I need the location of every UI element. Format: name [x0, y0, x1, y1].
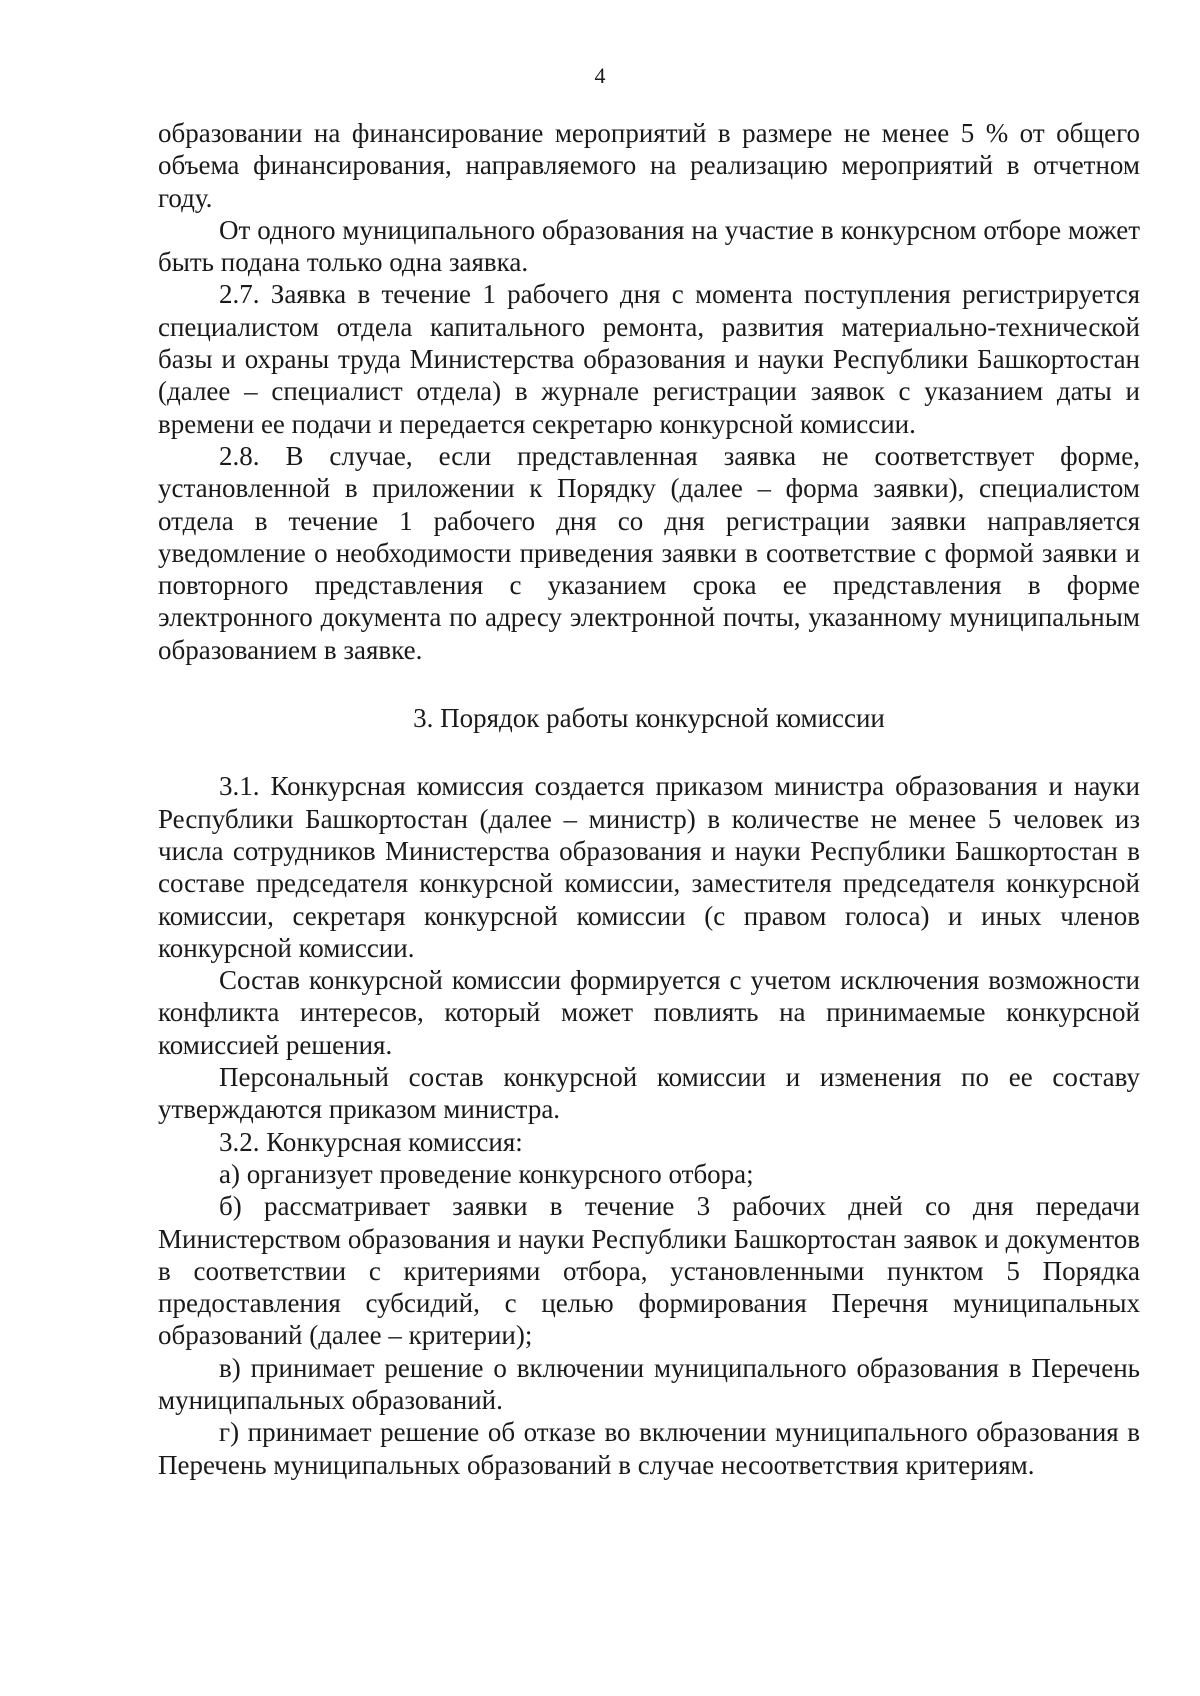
paragraph-2-8: 2.8. В случае, если представленная заявка не соответствует форме, установленной в приложении к Порядку (далее – форма заявки), специалистом отдела в течение 1 рабочего дня со дня регистрации заявки направляется уведомление о необходимости приведения заявки в соответствие с формой заявки и повторного представления с указанием срока ее представления в форме электронного документа по адресу электронной почты, указанному муниципальным образованием в заявке. — [158, 440, 1140, 665]
paragraph-continuation: образовании на финансирование мероприятий в размере не менее 5 % от общего объема финансирования, направляемого на реализацию мероприятий в отчетном году. — [158, 118, 1140, 213]
list-item-b: б) рассматривает заявки в течение 3 рабочих дней со дня передачи Министерством образования и науки Республики Башкортостан заявок и документов в соответствии с критериями отбора, установленными пунктом 5 Порядка предоставления субсидий, с целью формирования Перечня муниципальных образований (далее – критерии); — [158, 1191, 1140, 1351]
list-item-g: г) принимает решение об отказе во включении муниципального образования в Перечень муниципальных образований в случае несоответствия критериям. — [158, 1417, 1140, 1480]
paragraph-single-application: От одного муниципального образования на участие в конкурсном отборе может быть подана только одна заявка. — [158, 214, 1140, 278]
paragraph-2-7: 2.7. Заявка в течение 1 рабочего дня с момента поступления регистрируется специалистом отдела капитального ремонта, развития материально-технической базы и охраны труда Министерства образования и науки Республики Башкортостан (далее – специалист отдела) в журнале регистрации заявок с указанием даты и времени ее подачи и передается секретарю конкурсной комиссии. — [158, 279, 1140, 439]
paragraph-personal-composition: Персональный состав конкурсной комиссии и изменения по ее составу утверждаются приказом министра. — [158, 1062, 1140, 1125]
paragraph-3-1: 3.1. Конкурсная комиссия создается приказом министра образования и науки Республики Башкортостан (далее – министр) в количестве не менее 5 человек из числа сотрудников Министерства образования и науки Республики Башкортостан в составе председателя конкурсной комиссии, заместителя председателя конкурсной комиссии, секретаря конкурсной комиссии (с правом голоса) и иных членов конкурсной комиссии. — [158, 771, 1140, 963]
document-body — [158, 117, 1140, 1481]
section-heading: 3. Порядок работы конкурсной комиссии — [413, 703, 885, 734]
paragraph-commission-composition: Состав конкурсной комиссии формируется с учетом исключения возможности конфликта интересов, который может повлиять на принимаемые конкурсной комиссией решения. — [158, 965, 1140, 1060]
page-number: 4 — [594, 63, 606, 88]
list-item-a: а) организует проведение конкурсного отбора; — [219, 1158, 754, 1189]
list-item-v: в) принимает решение о включении муниципального образования в Перечень муниципальных образований. — [158, 1352, 1140, 1415]
paragraph-3-2: 3.2. Конкурсная комиссия: — [219, 1126, 523, 1157]
